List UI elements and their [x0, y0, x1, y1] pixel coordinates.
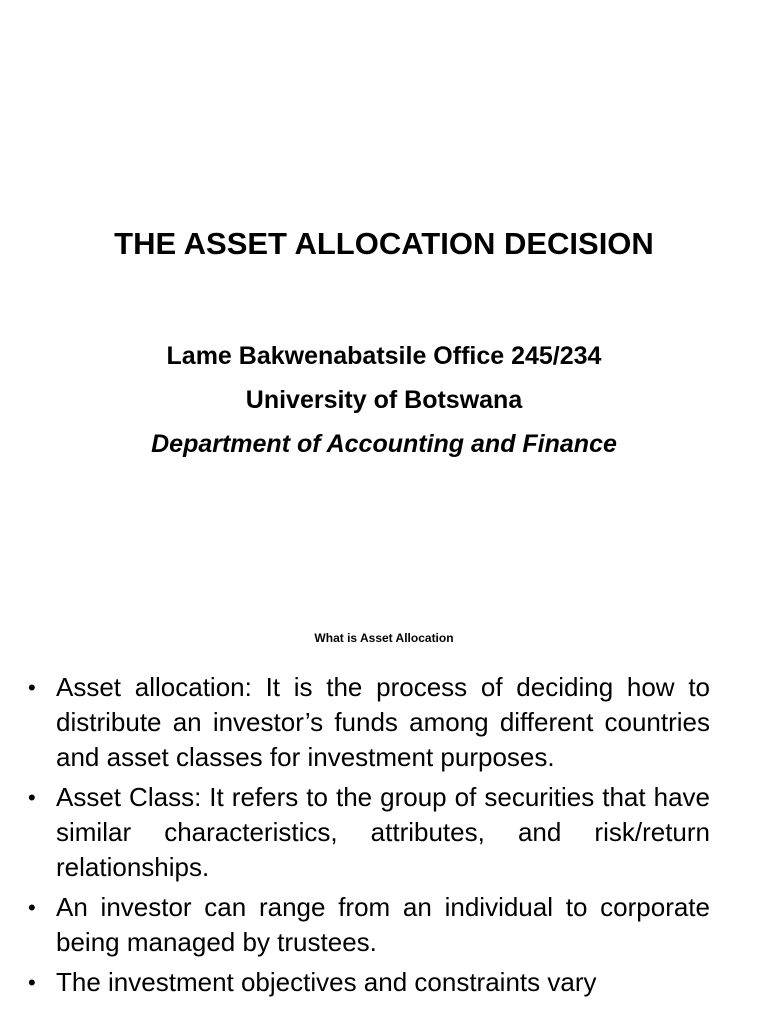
bullet-item — [26, 890, 710, 960]
author-info — [0, 334, 768, 466]
bullet-icon: • — [28, 785, 36, 810]
bullet-icon: • — [28, 675, 36, 700]
bullet-item — [26, 670, 710, 775]
department-line: Department of Accounting and Finance — [151, 430, 617, 458]
bullet-item — [26, 965, 710, 1000]
bullet-item — [26, 780, 710, 885]
author-line: Lame Bakwenabatsile Office 245/234 — [166, 342, 602, 370]
content-slide-title: What is Asset Allocation — [314, 631, 454, 645]
slide-title: THE ASSET ALLOCATION DECISION — [114, 226, 654, 261]
bullet-icon: • — [28, 895, 36, 920]
bullet-text: The investment objectives and constraints vary — [56, 967, 597, 997]
university-line: University of Botswana — [245, 386, 523, 414]
content-slide — [0, 576, 768, 1024]
bullet-text: An investor can range from an individual to corporate being managed by trustees. — [56, 892, 710, 957]
bullet-text: Asset allocation: It is the process of deciding how to distribute an investor’s funds among different countries and asset classes for investment purposes. — [56, 672, 710, 772]
bullet-icon: • — [28, 970, 36, 995]
bullet-list — [26, 670, 710, 1005]
bullet-text: Asset Class: It refers to the group of securities that have similar characteristics, attributes, and risk/return relationships. — [56, 782, 710, 882]
